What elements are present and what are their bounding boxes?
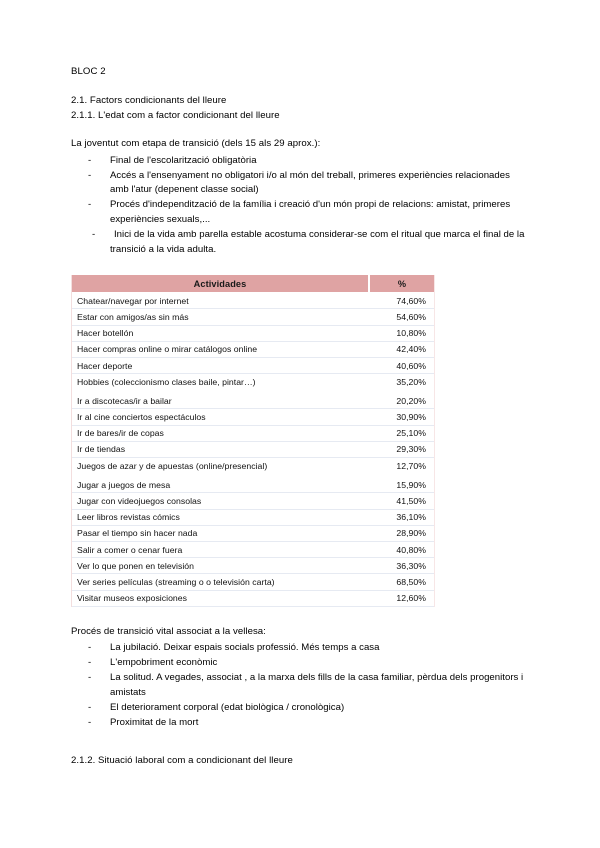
list-item bbox=[71, 154, 529, 169]
cell-percent: 54,60% bbox=[369, 309, 434, 325]
cell-activity: Ir al cine conciertos espectáculos bbox=[72, 409, 369, 425]
cell-activity: Ver lo que ponen en televisión bbox=[72, 558, 369, 574]
cell-percent: 28,90% bbox=[369, 525, 434, 541]
cell-activity: Juegos de azar y de apuestas (online/presencial) bbox=[72, 458, 369, 476]
cell-percent: 42,40% bbox=[369, 341, 434, 357]
cell-activity: Ir de bares/ir de copas bbox=[72, 425, 369, 441]
dash-icon: - bbox=[88, 672, 92, 684]
oldage-block bbox=[71, 625, 529, 731]
list-item-text: El deteriorament corporal (edat biològica / cronològica) bbox=[110, 702, 345, 714]
oldage-bullet-list bbox=[71, 641, 529, 731]
table-row bbox=[72, 590, 434, 606]
cell-percent: 20,20% bbox=[369, 391, 434, 409]
cell-percent: 40,80% bbox=[369, 541, 434, 557]
table-row bbox=[72, 325, 434, 341]
list-item-text: L'empobriment econòmic bbox=[110, 657, 218, 669]
cell-activity: Ir a discotecas/ir a bailar bbox=[72, 391, 369, 409]
table-body bbox=[72, 293, 434, 607]
table-row bbox=[72, 541, 434, 557]
list-item bbox=[71, 228, 529, 257]
dash-icon: - bbox=[88, 642, 92, 654]
cell-percent: 10,80% bbox=[369, 325, 434, 341]
list-item-text: La jubilació. Deixar espais socials professió. Més temps a casa bbox=[110, 642, 380, 654]
cell-activity: Hacer compras online o mirar catálogos online bbox=[72, 341, 369, 357]
list-item bbox=[71, 716, 529, 731]
cell-percent: 36,30% bbox=[369, 558, 434, 574]
cell-activity: Hacer botellón bbox=[72, 325, 369, 341]
table-row bbox=[72, 409, 434, 425]
list-item bbox=[71, 656, 529, 671]
table-row bbox=[72, 525, 434, 541]
list-item-text: La solitud. A vegades, associat , a la marxa dels fills de la casa familiar, pèrdua dels progenitors i amistats bbox=[110, 672, 524, 698]
cell-percent: 30,90% bbox=[369, 409, 434, 425]
list-item bbox=[71, 641, 529, 656]
cell-percent: 36,10% bbox=[369, 509, 434, 525]
dash-icon: - bbox=[88, 702, 92, 714]
dash-icon: - bbox=[88, 169, 92, 181]
cell-percent: 41,50% bbox=[369, 493, 434, 509]
actividades-table bbox=[72, 275, 434, 607]
column-header-percent: % bbox=[369, 275, 434, 293]
cell-activity: Visitar museos exposiciones bbox=[72, 590, 369, 606]
table-row bbox=[72, 293, 434, 309]
table-row bbox=[72, 341, 434, 357]
table-row bbox=[72, 574, 434, 590]
cell-activity: Ver series películas (streaming o o televisión carta) bbox=[72, 574, 369, 590]
youth-bullet-list bbox=[71, 154, 529, 258]
table-row bbox=[72, 425, 434, 441]
table-row bbox=[72, 357, 434, 373]
cell-activity: Pasar el tiempo sin hacer nada bbox=[72, 525, 369, 541]
section-heading-2: 2.1.1. L'edat com a factor condicionant del lleure bbox=[71, 109, 280, 121]
cell-activity: Estar con amigos/as sin más bbox=[72, 309, 369, 325]
cell-percent: 15,90% bbox=[369, 475, 434, 493]
table-row bbox=[72, 493, 434, 509]
cell-percent: 25,10% bbox=[369, 425, 434, 441]
cell-percent: 12,60% bbox=[369, 590, 434, 606]
document-body bbox=[71, 64, 529, 768]
list-item bbox=[71, 701, 529, 716]
cell-activity: Leer libros revistas cómics bbox=[72, 509, 369, 525]
list-item bbox=[71, 169, 529, 198]
table-row bbox=[72, 475, 434, 493]
table-row bbox=[72, 441, 434, 457]
table-header bbox=[72, 275, 434, 293]
cell-percent: 35,20% bbox=[369, 374, 434, 392]
cell-activity: Hobbies (coleccionismo clases baile, pintar…) bbox=[72, 374, 369, 392]
cell-activity: Jugar con videojuegos consolas bbox=[72, 493, 369, 509]
table-row bbox=[72, 558, 434, 574]
table-row bbox=[72, 458, 434, 476]
cell-activity: Salir a comer o cenar fuera bbox=[72, 541, 369, 557]
table-header-row bbox=[72, 275, 434, 293]
dash-icon: - bbox=[92, 228, 96, 240]
list-item-text: Procés d'independització de la família i creació d'un món propi de relacions: amistat, primeres experiències sexuals,... bbox=[110, 199, 511, 225]
dash-icon: - bbox=[88, 154, 92, 166]
list-item-text: Inici de la vida amb parella estable acostuma considerar-se com el ritual que marca el final de la transició a la vida adulta. bbox=[110, 228, 525, 255]
dash-icon: - bbox=[88, 717, 92, 729]
cell-percent: 12,70% bbox=[369, 458, 434, 476]
list-item-text: Proximitat de la mort bbox=[110, 717, 199, 729]
list-item-text: Accés a l'ensenyament no obligatori i/o al món del treball, primeres experiències relacionades amb l'atur (depenent classe social) bbox=[110, 169, 510, 196]
cell-percent: 29,30% bbox=[369, 441, 434, 457]
cell-activity: Chatear/navegar por internet bbox=[72, 293, 369, 309]
cell-percent: 40,60% bbox=[369, 357, 434, 373]
column-header-actividades: Actividades bbox=[72, 275, 369, 293]
table-row bbox=[72, 374, 434, 392]
cell-percent: 68,50% bbox=[369, 574, 434, 590]
table-row bbox=[72, 309, 434, 325]
table-row bbox=[72, 391, 434, 409]
actividades-table-container bbox=[71, 275, 435, 607]
list-item bbox=[71, 671, 529, 700]
cell-activity: Jugar a juegos de mesa bbox=[72, 475, 369, 493]
dash-icon: - bbox=[88, 657, 92, 669]
cell-activity: Ir de tiendas bbox=[72, 441, 369, 457]
table-row bbox=[72, 509, 434, 525]
list-item-text: Final de l'escolarització obligatòria bbox=[110, 154, 257, 166]
cell-activity: Hacer deporte bbox=[72, 357, 369, 373]
oldage-lead-text: Procés de transició vital associat a la vellesa: bbox=[71, 625, 266, 637]
youth-lead-text: La joventut com etapa de transició (dels 15 als 29 aprox.): bbox=[71, 138, 321, 149]
section-heading-1: 2.1. Factors condicionants del lleure bbox=[71, 95, 227, 106]
list-item bbox=[71, 198, 529, 227]
dash-icon: - bbox=[88, 199, 92, 211]
cell-percent: 74,60% bbox=[369, 293, 434, 309]
page-title: BLOC 2 bbox=[71, 66, 106, 77]
section-heading-3: 2.1.2. Situació laboral com a condicionant del lleure bbox=[71, 754, 293, 766]
